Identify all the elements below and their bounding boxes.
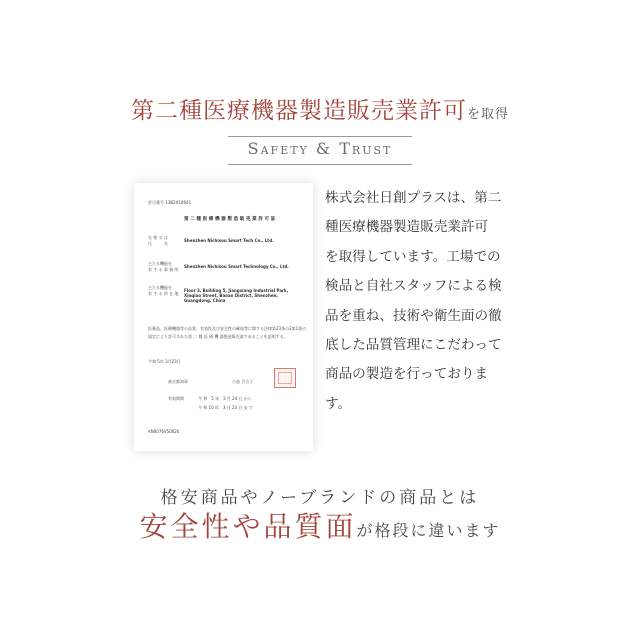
bottom-emphasis-line (0, 505, 640, 545)
cert-label-name2: 氏 名 (148, 241, 168, 246)
description-line: 底した品質管理にこだわって (325, 337, 502, 354)
cert-validity-to: 令 和 10 年 3 月 23 日 ま で (198, 405, 253, 410)
cert-permit-no: 許可番号 13B2X10641 (148, 200, 192, 205)
subtitle-text: Safety & Trust (247, 139, 393, 158)
description-line: を取得しています。工場での (325, 248, 501, 265)
cert-body-line1: 医薬品、医療機器等の品質、有効性及び安全性の確保等に関する法律第23条の2第1項の (148, 326, 306, 331)
divider-bottom (228, 164, 412, 165)
headline-main: 第二種医療機器製造販売業許可 (130, 98, 467, 124)
cert-label-address: 主たる機能を (148, 261, 172, 266)
cert-date: 令和 5年 3月23日 (148, 359, 181, 364)
cert-issuer-name: 小池 百合子 (232, 379, 254, 384)
headline (0, 92, 640, 125)
headline-suffix: を取得 (466, 107, 509, 122)
bottom-emphasis: 安全性や品質面 (139, 510, 357, 543)
cert-value-location: Floor 3, Building 5, Jiangxiang Industrial Park, Xinqiao Street, Baoan District, Shenzhen, Guangdong, China (184, 288, 289, 303)
cert-issuer-label: 東京都知事 (168, 379, 188, 384)
subtitle (0, 139, 640, 158)
cert-label-address2: 有 す る 事 務 所 (148, 267, 179, 272)
description-line: す。 (325, 395, 352, 412)
description-line: 株式会社日創プラスは、第二 (325, 190, 502, 206)
cert-footer-code: AN0076V50026 (148, 429, 180, 434)
cert-value-address: Shenzhen Nichisou Smart Technology Co., Ltd. (184, 264, 289, 269)
description-text (325, 184, 525, 419)
cert-value-name: Shenzhen Nichisou Smart Tech Co., Ltd. (184, 238, 274, 243)
cert-validity-from: 令 和 5 年 3 月 24 日 から (198, 396, 252, 401)
official-seal (274, 368, 296, 388)
license-certificate-image (134, 183, 313, 451)
description-line: 品を重ね、技術や衛生面の徹 (325, 307, 502, 324)
description-line: 商品の製造を行っておりま (325, 366, 489, 383)
cert-label-location2: 有 す る 所 在 地 (148, 291, 179, 296)
cert-label-name: 名 称 又 は (148, 235, 168, 240)
bottom-lead: 格安商品やノーブランドの商品とは (160, 488, 480, 508)
description-line: 種医療機器製造販売業許可 (325, 219, 489, 236)
cert-body-line2: 規定により許可された第 二 種 医 療 機 器製造販売業であることを証明する。 (148, 334, 288, 339)
bottom-suffix: が格段に違います (356, 521, 501, 540)
cert-label-location: 主たる機能を (148, 285, 172, 290)
cert-title: 第 二 種 医 療 機 器 製 造 販 売 業 許 可 証 (184, 217, 276, 222)
description-line: 検品と自社スタッフによる検 (325, 278, 502, 295)
cert-validity-label: 有効期間 (168, 396, 184, 401)
divider-top (228, 136, 412, 137)
